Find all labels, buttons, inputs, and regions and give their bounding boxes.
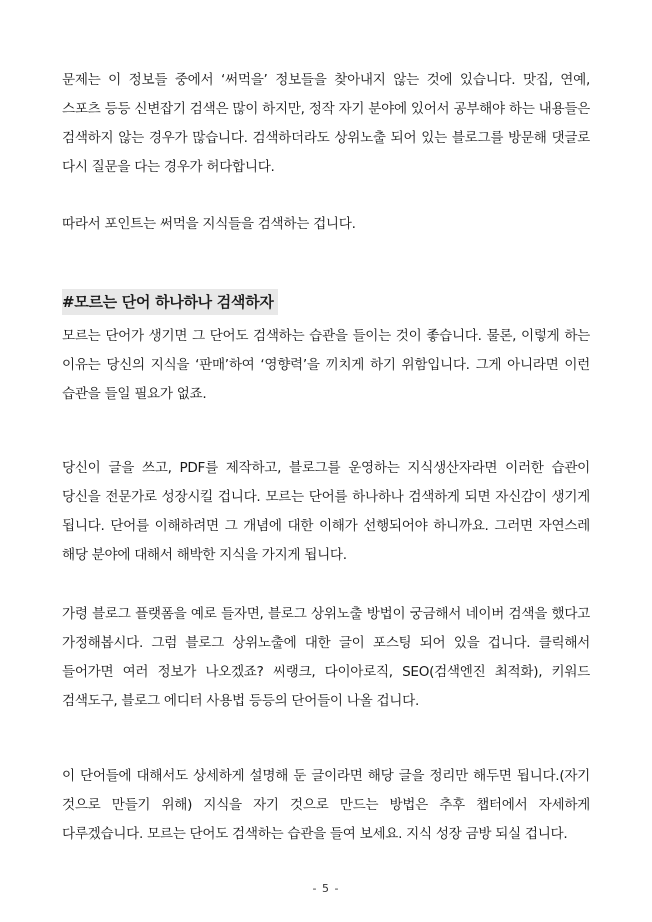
section-heading: #모르는 단어 하나하나 검색하자 <box>62 289 278 315</box>
page-number: - 5 - <box>312 882 340 895</box>
paragraph-point: 따라서 포인트는 써먹을 지식들을 검색하는 겁니다. <box>62 216 356 232</box>
paragraph-summary: 이 단어들에 대해서도 상세하게 설명해 둔 글이라면 해당 글을 정리만 해두면 됩니다.(자기 것으로 만들기 위해) 지식을 자기 것으로 만드는 방법은 추후 챕터에서 자세하게 다루겠습니다. 모르는 단어도 검색하는 습관을 들여 보세요. 지식 성장 금방 되실 겁니다. <box>62 768 590 842</box>
paragraph-unknown-words: 모르는 단어가 생기면 그 단어도 검색하는 습관을 들이는 것이 좋습니다. 물론, 이렇게 하는 이유는 당신의 지식을 ‘판매’하여 ‘영향력’을 끼치게 하기 위함입니다. 그게 아니라면 이런 습관을 들일 필요가 없죠. <box>62 328 590 402</box>
paragraph-search-habits: 문제는 이 정보들 중에서 ‘써먹을’ 정보들을 찾아내지 않는 것에 있습니다. 맛집, 연예, 스포츠 등등 신변잡기 검색은 많이 하지만, 정작 자기 분야에 있어서 공부해야 하는 내용들은 검색하지 않는 경우가 많습니다. 검색하더라도 상위노출 되어 있는 블로그를 방문해 댓글로 다시 질문을 다는 경우가 허다합니다. <box>62 72 590 175</box>
paragraph-blog-example: 가령 블로그 플랫폼을 예로 들자면, 블로그 상위노출 방법이 궁금해서 네이버 검색을 했다고 가정해봅시다. 그럼 블로그 상위노출에 대한 글이 포스팅 되어 있을 겁니다. 클릭해서 들어가면 여러 정보가 나오겠죠? 씨랭크, 다이아로직, SEO(검색엔진 최적화), 키워드 검색도구, 블로그 에디터 사용법 등등의 단어들이 나올 겁니다. <box>62 606 590 709</box>
paragraph-knowledge-producer: 당신이 글을 쓰고, PDF를 제작하고, 블로그를 운영하는 지식생산자라면 이러한 습관이 당신을 전문가로 성장시킬 겁니다. 모르는 단어를 하나하나 검색하게 되면 자신감이 생기게 됩니다. 단어를 이해하려면 그 개념에 대한 이해가 선행되어야 하니까요. 그러면 자연스레 해당 분야에 대해서 해박한 지식을 가지게 됩니다. <box>62 460 590 563</box>
